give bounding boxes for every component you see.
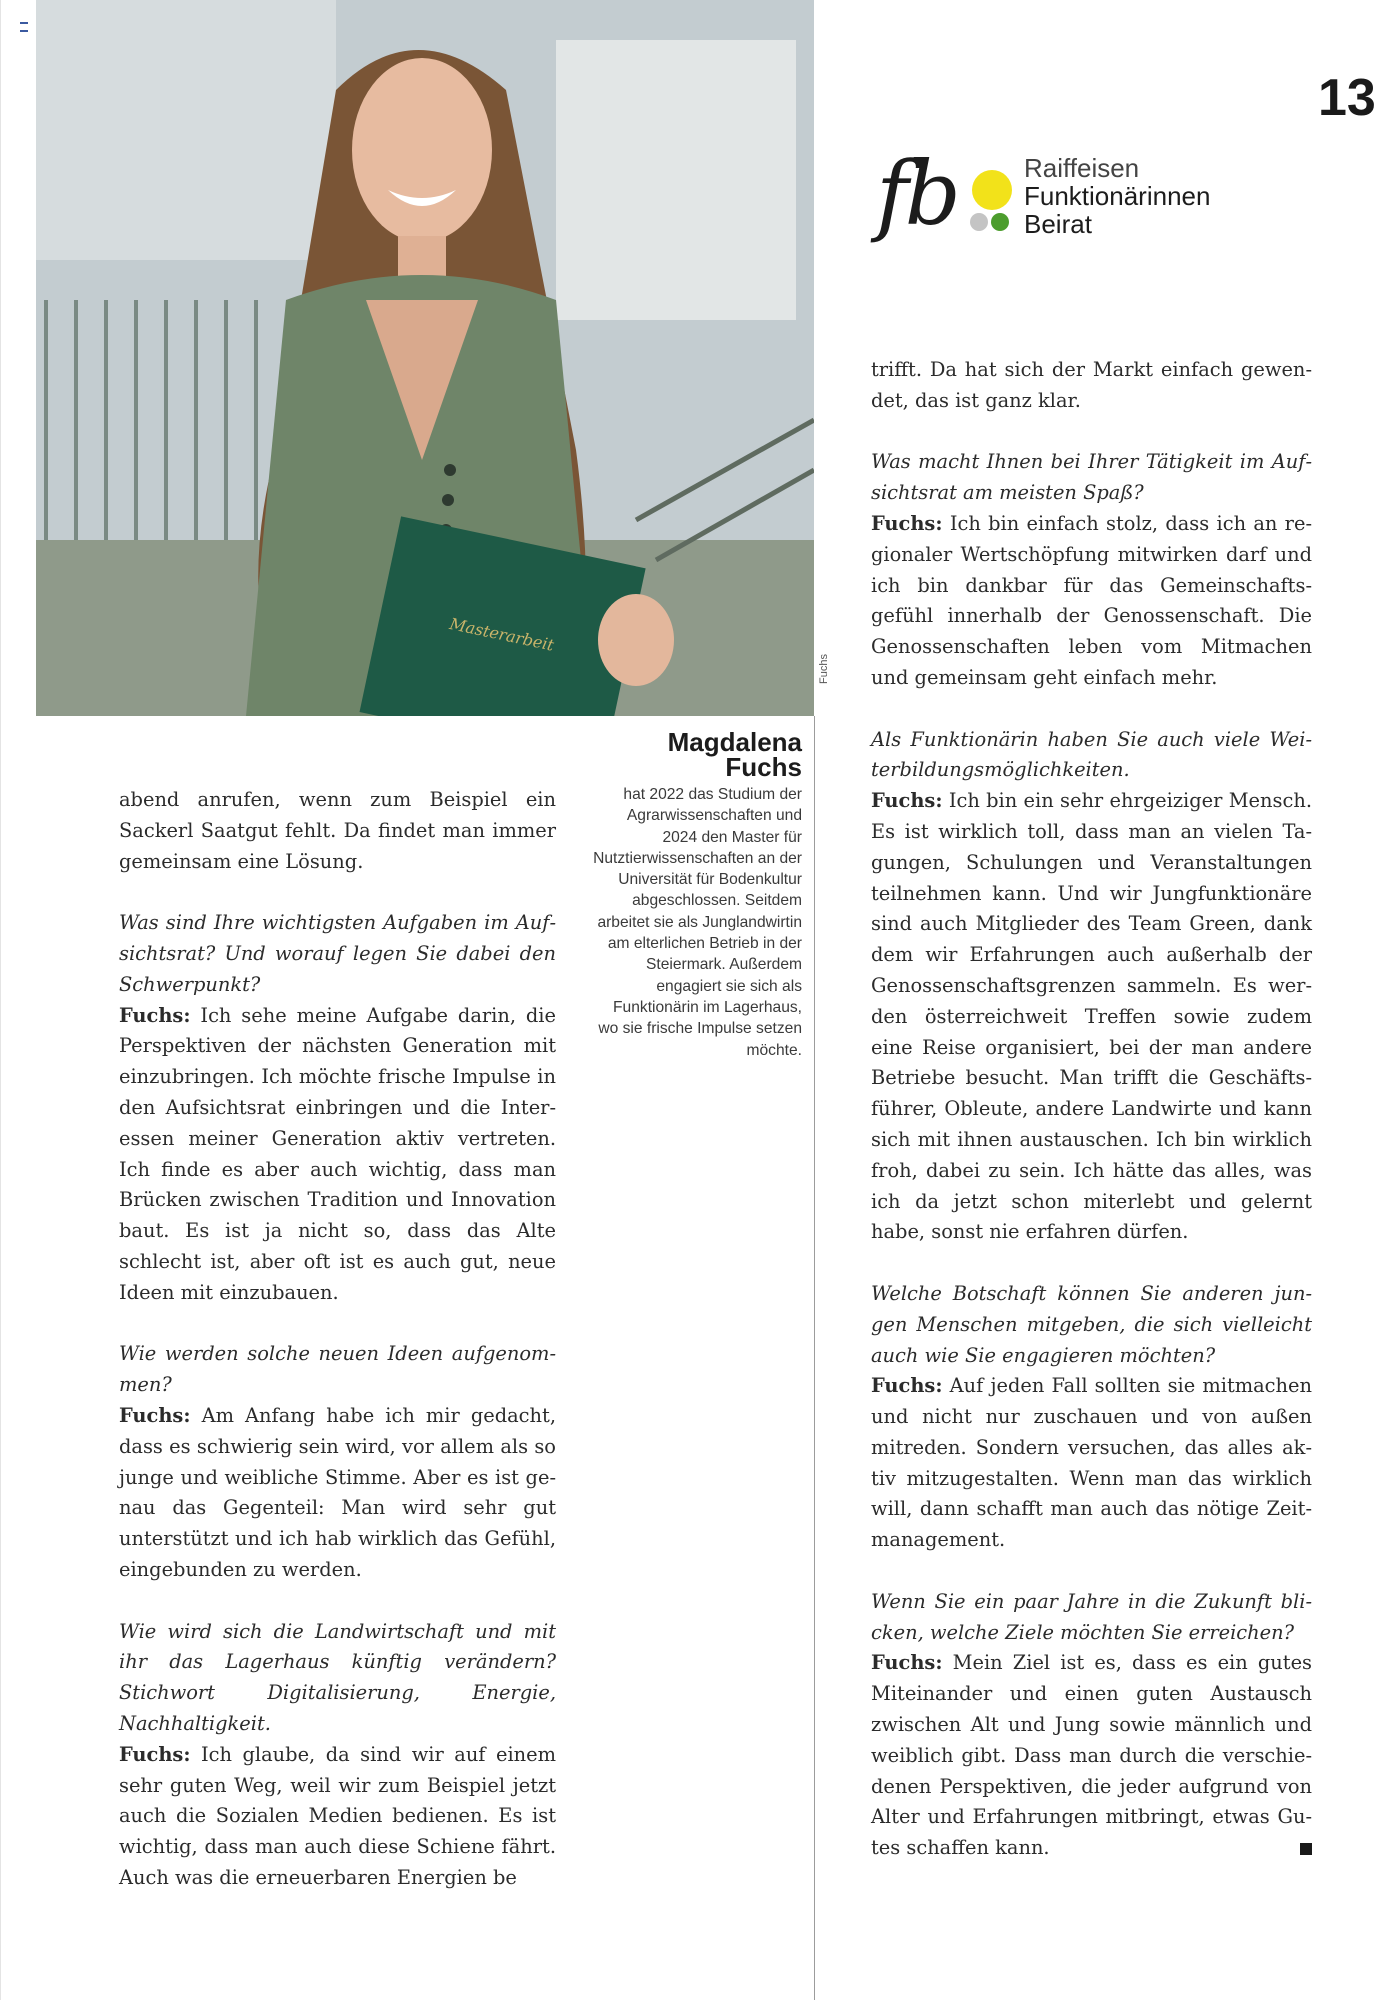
speaker-label: Fuchs: bbox=[871, 789, 943, 813]
question: Wie wird sich die Landwirtschaft und mit ihr das Lagerhaus künftig verändern? Stichwort Digitalisierung, Energie, Nachhaltigkeit. bbox=[119, 1619, 556, 1735]
qa-block bbox=[871, 1587, 1312, 1864]
bio-last-name: Fuchs bbox=[725, 752, 802, 782]
speaker-label: Fuchs: bbox=[119, 1742, 191, 1766]
bio-box bbox=[590, 727, 802, 1061]
logo-green-dot bbox=[991, 213, 1009, 231]
answer: Mein Ziel ist es, dass es ein gutes Miteinander und einen guten Austausch zwischen Alt und Jung sowie männlich und weiblich gibt. Dass man durch die verschiedenen Perspektiven, die jeder aufgrund von Alter und Erfahrungen mitbringt, etwas Gutes schaffen kann. bbox=[871, 1651, 1312, 1860]
page-edge-rule bbox=[0, 0, 1, 2000]
bio-first-name: Magdalena bbox=[667, 727, 802, 757]
qa-block bbox=[119, 908, 556, 1308]
question: Wie werden solche neuen Ideen aufgenommen? bbox=[119, 1342, 556, 1397]
speaker-label: Fuchs: bbox=[871, 1651, 943, 1675]
bio-name bbox=[590, 727, 802, 782]
speaker-label: Fuchs: bbox=[871, 511, 943, 535]
interview-column-left bbox=[119, 785, 556, 1894]
logo-line-3: Beirat bbox=[1024, 209, 1092, 239]
book-label: Masterarbeit bbox=[447, 614, 556, 655]
logo-line-1: Raiffeisen bbox=[1024, 153, 1140, 183]
page-number: 13 bbox=[1318, 69, 1376, 127]
answer: Ich bin ein sehr ehrgeiziger Mensch. Es ist wirklich toll, dass man an vielen Tagungen, Schulungen und Veranstaltungen teilnehmen kann. Und wir Jungfunktionäre sind auch Mitglieder des Team Green, dank dem wir Erfahrungen auch außerhalb der Genossenschaftsgrenzen sammeln. Es werden österreichweit Treffen sowie zudem eine Reise organisiert, bei der man andere Betriebe besucht. Man trifft die Geschäftsführer, Obleute, andere Landwirte und kann sich mit ihnen austauschen. Ich bin wirklich froh, dabei zu sein. Ich hätte das alles, was ich da jetzt schon miterlebt und gelernt habe, sonst nie erfahren dürfen. bbox=[871, 789, 1312, 1244]
left-intro: abend anrufen, wenn zum Beispiel ein Sackerl Saatgut fehlt. Da findet man immer gemeinsam eine Lösung. bbox=[119, 788, 556, 873]
qa-block bbox=[871, 1279, 1312, 1556]
logo-grey-dot bbox=[970, 213, 988, 231]
answer: Ich sehe meine Aufgabe darin, die Perspektiven der nächsten Generation mit einzubringen. Ich möchte frische Impulse in den Aufsichtsrat einbringen und die Interessen meiner Generation aktiv vertreten. Ich finde es aber auch wichtig, dass man Brücken zwischen Tradition und Innovation baut. Es ist ja nicht so, dass das Alte schlecht ist, aber oft ist es auch gut, neue Ideen mit einzubauen. bbox=[119, 1003, 556, 1304]
logo-wordmark bbox=[1024, 154, 1210, 238]
raiffeisen-logo bbox=[876, 142, 1246, 260]
bio-text: hat 2022 das Studium der Agrarwissenschaften und 2024 den Master für Nutztierwissenschaften an der Universität für Bodenkultur abgeschlossen. Seitdem arbeitet sie als Junglandwirtin am elterlichen Betrieb in der Steiermark. Außerdem engagiert sie sich als Funktionärin im Lagerhaus, wo sie frische Impulse setzen möchte. bbox=[593, 786, 802, 1059]
speaker-label: Fuchs: bbox=[871, 1374, 943, 1398]
question: Wenn Sie ein paar Jahre in die Zukunft blicken, welche Ziele möchten Sie erreichen? bbox=[871, 1589, 1312, 1644]
logo-line-2: Funktionärinnen bbox=[1024, 181, 1211, 211]
answer: Am Anfang habe ich mir gedacht, dass es schwierig sein wird, vor allem als so junge und weibliche Stimme. Aber es ist genau das Gegenteil: Man wird sehr gut unterstützt und ich hab wirklich das Gefühl, eingebunden zu werden. bbox=[119, 1403, 556, 1581]
speaker-label: Fuchs: bbox=[119, 1403, 191, 1427]
logo-monogram: fb bbox=[876, 142, 957, 245]
end-of-article-icon bbox=[1300, 1843, 1312, 1855]
answer: Ich glaube, da sind wir auf einem sehr guten Weg, weil wir zum Beispiel jetzt auch die Sozialen Medien bedienen. Es ist wichtig, dass man auch diese Schiene fährt. Auch was die erneuerbaren Energien be bbox=[119, 1742, 556, 1889]
portrait-photo bbox=[36, 0, 814, 716]
question: Als Funktionärin haben Sie auch viele Weiterbildungsmöglichkeiten. bbox=[871, 727, 1312, 782]
speaker-label: Fuchs: bbox=[119, 1003, 191, 1027]
column-divider bbox=[814, 716, 815, 2000]
page-marker-icon bbox=[20, 22, 28, 32]
interview-column-right bbox=[871, 355, 1312, 1864]
qa-block bbox=[119, 1339, 556, 1585]
question: Was macht Ihnen bei Ihrer Tätigkeit im Aufsichtsrat am meisten Spaß? bbox=[871, 450, 1312, 505]
question: Welche Botschaft können Sie anderen jungen Menschen mitgeben, die sich vielleicht auch wie Sie engagieren möchten? bbox=[871, 1281, 1312, 1367]
photo-credit: Fuchs bbox=[818, 654, 830, 684]
qa-block bbox=[871, 725, 1312, 1249]
qa-block bbox=[119, 1617, 556, 1894]
question: Was sind Ihre wichtigsten Aufgaben im Aufsichtsrat? Und worauf legen Sie dabei den Schwerpunkt? bbox=[119, 911, 556, 996]
logo-yellow-dot bbox=[972, 170, 1012, 210]
answer: Auf jeden Fall sollten sie mitmachen und nicht nur zuschauen und von außen mitreden. Sondern versuchen, das alles aktiv mitzugestalten. Wenn man das wirklich will, dann schafft man auch das nötige Zeitmanagement. bbox=[871, 1374, 1312, 1552]
answer: Ich bin einfach stolz, dass ich an regionaler Wertschöpfung mitwirken darf und ich bin dankbar für das Gemeinschaftsgefühl innerhalb der Genossenschaft. Die Genossenschaften leben vom Mitmachen und gemeinsam geht einfach mehr. bbox=[871, 511, 1312, 689]
right-intro: trifft. Da hat sich der Markt einfach gewendet, das ist ganz klar. bbox=[871, 358, 1312, 412]
qa-block bbox=[871, 447, 1312, 693]
